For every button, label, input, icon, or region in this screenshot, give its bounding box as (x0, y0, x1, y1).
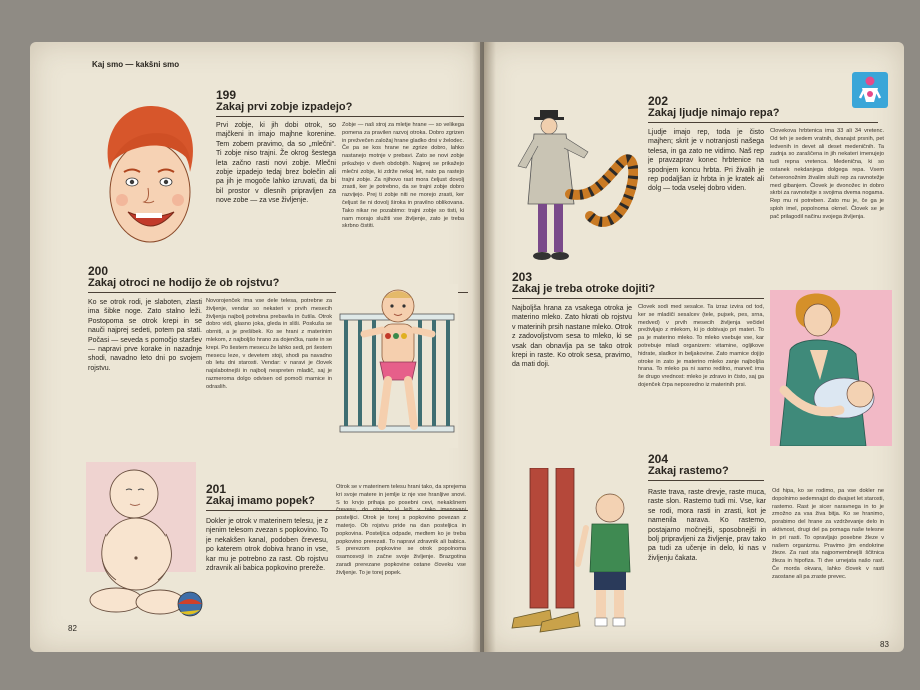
section-200-sidebar-text: Novorojenček ima vse dele telesa, potrebne za življenje, vendar so nekateri v prvih mesecih življenja najbolj potrebna prebavila in čutila. Otrok dobro vidi, glasno joka, gleda in sliši. Poskuša se obrniti, a je prešibek. Ko se hrani z materinim mlekom, z najboljšo hrano za dojenčka, raste in se krepi. Po šestem mesecu že lahko sedi, pri šestem mesecu leze, v devetem stoji, shodi pa navadno ob letu dni starosti. Vendar: v naravi je človek najslabotnejši in najbolj nespreten mladič, saj je razmeroma dolgo odvisen od pomoči mamice in odraslih. (206, 298, 332, 390)
boy-laughing-illustration (92, 100, 204, 250)
section-199-title: Zakaj prvi zobje izpadejo? (216, 101, 353, 113)
man-with-tail-illustration (512, 108, 638, 278)
section-204-title: Zakaj rastemo? (648, 465, 729, 477)
section-204-text: Raste trava, raste drevje, raste muca, raste slon. Rastemo tudi mi. Vse, kar se rodi, mora rasti in zrasti, kot je namenila narava. Ko rastemo, postajamo močnejši, sposobnejši in bolj pripravljeni za življenje, prav tako pa tudi za učenje in delo, ki nas v življenju čakata. (648, 489, 766, 562)
section-201-number: 201 (206, 482, 227, 496)
section-199-sidebar-text: Zobje — naš stroj za mletje hrane — so velikega pomena za pravilen razvoj otroka. Dobro zgrizen in prežvečen založaj hrane gladko drsi v želodec. Če pa se kos hrane ne zgrize dobro, lahko nastanejo motnje v prebavi. Zato se novi zobje prikažejo v dveh obdobjih. Najprej se prikažejo mlečni zobje, ki zdrže nekaj let, nato pa rastejo trajni zobje. Za njihovo rast mora čeljust dovolj zrasti, ker je potrebno, da se trajni zobje dobro razvijejo. Prej ti zobje niti ne morejo zrasti, ker čeljust še ni dovolj široka in pravilno oblikovana. Tako nikar ne pozabimo: trajni zobje so tisti, ki nam morajo služiti vse življenje, zato je treba skrbno čistiti. (342, 122, 464, 230)
chapter-person-icon (852, 72, 888, 108)
section-203-number: 203 (512, 270, 533, 284)
baby-in-crib-illustration (336, 284, 458, 448)
section-199-text: Prvi zobje, ki jih dobi otrok, so majčkeni in imajo majhne korenine. Tem zobem pravimo, da so „mlečni“. Ti zobje niso trajni. Že okrog šestega leta začno rasti novi zobje. Mlečni zobje izpadejo tedaj brez bolečin ali pa jih je mogoče lahko izruvati, da bi bil prostor v dlesnih pripravljen za nove zobe — za vse življenje. (216, 122, 336, 205)
section-200-text: Ko se otrok rodi, je slaboten, zlasti ima šibke noge. Zato stalno leži. Postopoma se otrok krepi in se nauči najprej sedeti, potem pa stati. Počasi — seveda s pomočjo staršev — napravi prve korake in nazadnje shodi, navadno leto dni po svojem rojstvu. (88, 299, 202, 372)
right-page (484, 42, 904, 652)
divider (648, 122, 878, 123)
divider (512, 298, 764, 299)
section-202-text: Ljudje imajo rep, toda je čisto majhen; skrit je v notranjosti našega telesa, in ga zato ne vidimo. Naš rep je pravzaprav konec hrbtenice na spodnjem koncu hrbta. Pri živalih je rep podaljšan iz hrbta in je kratek ali dolg — toda vselej dobro viden. (648, 129, 764, 193)
page-number: 83 (880, 640, 889, 649)
section-201-text: Dokler je otrok v materinem telesu, je z njenim telesom zvezan s popkovino. To je nekakšen kanal, podoben črevesu, po katerem otrok dobiva hrano in vse, kar mu je potrebno za rast. Ob rojstvu zdravnik ali babica popkovino prereže. (206, 518, 328, 573)
section-199-number: 199 (216, 88, 237, 102)
section-202-title: Zakaj ljudje nimajo repa? (648, 107, 780, 119)
mother-nursing-baby-illustration (770, 290, 892, 446)
section-204-sidebar-text: Od hipa, ko se rodimo, pa vse dokler ne dopolnimo sedemnajst do dvajset let starosti, rastemo. Rast je sicer naravnega in to je zmožno za vsa živa bitja. Ko se hranimo, porabimo del hrane za vzdrževanje delo in aktivnost, drugi del pa pomaga naše telesne in pri rasti. To opravljajo posebne žleze v našem organizmu. Pravimo jim endokrine žleze. Za rast sta najpomembnejši ščitnica žleza in hipofiza. Ti dve urnejata našo rast. Če morda okvara, lahko človek v rasti zaostane ali pa zraste prevec. (772, 488, 884, 580)
section-204-number: 204 (648, 452, 669, 466)
section-203-title: Zakaj je treba otroke dojiti? (512, 283, 656, 295)
child-and-adult-legs-illustration (506, 468, 638, 638)
divider (648, 480, 764, 481)
section-201-title: Zakaj imamo popek? (206, 495, 315, 507)
running-head: Kaj smo — kakšni smo (92, 60, 180, 69)
section-202-sidebar-text: Človekova hrbtenica ima 33 ali 34 vretenc. Od teh je sedem vratnih, dvanajst prsnih, pet ledvenih in devet ali deset medeničnih. Ta zadnja so zaraščena in jih nekateri imenujejo tudi repna vretenca. Medenična, ki so ostanek nekdanjega dolgega repa. Vsem četveronožnim živalim služi rep za ravnotežje med gibanjem. Človek je dvonožec in dobro skrbi za ravnotežje s svojima dvema nogama. Rep mu ni potreben. Zato mu je, če ga je sploh imel, popolnoma okrnel. Človek se je pač prilagodil načinu svojega življenja. (770, 128, 884, 220)
section-202-number: 202 (648, 94, 669, 108)
section-203-text: Najboljša hrana za vsakega otroka je materino mleko. Zato hkrati ob rojstvu v materinih prsih nastane mleko. Otrok z zadovoljstvom sesa to mleko, ki se vsak dan obnavlja pa se tako otrok krepi in raste. Ko otrok sesa, pravimo, da mati doji. (512, 305, 632, 369)
section-200-title: Zakaj otroci ne hodijo že ob rojstvu? (88, 277, 280, 289)
divider (216, 116, 464, 117)
section-200-number: 200 (88, 264, 109, 278)
section-201-sidebar-text: Otrok se v materinem telesu hrani tako, da sprejema kri svoje matere in jemlje iz nje vse hranljive snovi. S to krvjo prihaja po posebni cevi, nekakšnem črevesu, do otroka, ki leži v tako imenovani posteljici. Otrok je torej s popkovino povezan z materjo. Ob rojstvu pride na dan posteljica in popkovina. Posteljica odpade, medtem ko je treba popkovino prerezati. To napravi zdravnik ali babica. S prerezom popkovine se otrok popolnoma osamosvoji in začne svoje življenje. Brazgotina zaradi prerezane popkovine ostane človeku vse življenje. To je torej popek. (336, 484, 466, 576)
section-203-sidebar-text: Človek sodi med sesalce. Ta izraz izvira od tod, ker se mladiči sesalcev (tele, pujsek, pes, srna, medved) v prvih mesecih življenja večidel preživljajo z mlekom, ki jo dobivajo pri materi. To pa je materino mleko. To mleko vsebuje vse, kar potrebuje mladi organizem: vitamine, ogljikove hidrate, sladkor in beljakovine. Zato mamice dojijo otroke in zato je materino mleko zanje najboljša hrana. To mleko pa ni samo redilno, marveč ima še drugo vrednost: mleko je zdravo in čisto, saj ga dojenček črpa neposredno iz materinih prsi. (638, 304, 764, 388)
book-gutter-shadow (472, 42, 496, 652)
sitting-baby-illustration (76, 454, 204, 634)
page-number: 82 (68, 624, 77, 633)
left-page (30, 42, 480, 652)
